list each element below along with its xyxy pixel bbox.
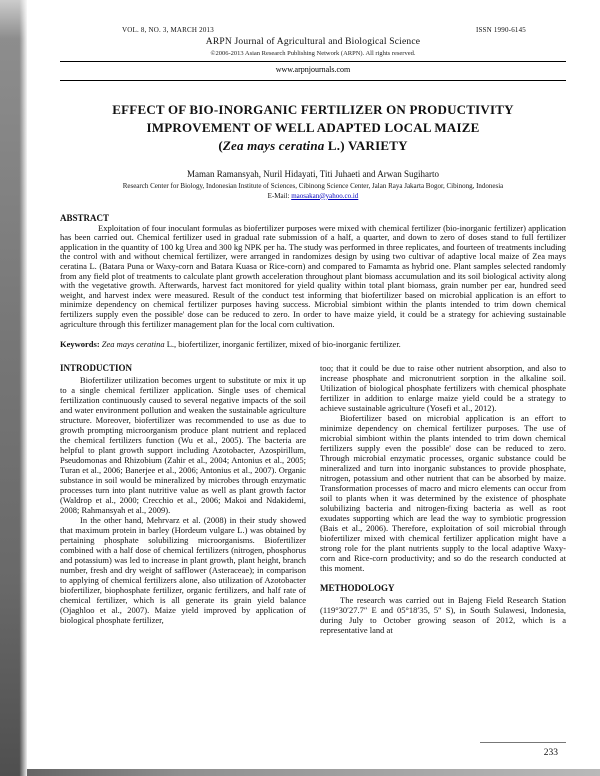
right-column-paragraph-2: Biofertilizer based on microbial application is an effort to minimize dependency on chemical fertilizer purposes. The use of microbial simbiont within the plants intended to trim down chemical fertilizers supply even the possible' dose can be reduced to zero. Through microbial enzymatic processes, organic substance could be mineralized and turn into inorganic substances to provide phosphate, nitrogen, potassium and other nutrient that can be absorbed by maize. Transformation processes of macro and micro elements can occur from soil to plants when it was determined by the existence of phosphate solubilizing bacteria and nitrogen-fixing bacteria as well as root exudates supporting which are lead the way to symbiotic progression (Bais et al., 2006). Therefore, exploitation of soil microbial through biofertilizer mixed with chemical fertilizer application might have a strong role for the plant nutrients supply to the local adaptive Waxy-corn and Rice-corn productivity; and so do the research conducted at this moment. xyxy=(320,413,566,574)
scan-edge-bottom xyxy=(0,769,600,776)
volume-info: VOL. 8, NO. 3, MARCH 2013 xyxy=(122,26,214,34)
keywords-species: Zea mays ceratina xyxy=(101,339,165,350)
footer-rule xyxy=(480,742,566,743)
title-species-name: Zea mays ceratina xyxy=(222,138,325,154)
methodology-heading: METHODOLOGY xyxy=(320,583,395,594)
paper-title xyxy=(90,101,536,156)
email-label: E-Mail: xyxy=(267,191,292,200)
journal-header-row xyxy=(60,26,566,34)
scan-edge-left xyxy=(0,0,27,776)
abstract-heading: ABSTRACT xyxy=(60,212,110,223)
introduction-heading: INTRODUCTION xyxy=(60,363,133,374)
journal-name: ARPN Journal of Agricultural and Biological Science xyxy=(205,37,421,47)
introduction-paragraph-2: In the other hand, Mehrvarz et al. (2008) in their study showed that maximum protein in barley (Hordeum vulgare L.) was obtained by pertaining phosphate solubilizing microorganisms. Biofertilizer combined with a half dose of chemical fertilizers (nitrogen, phosphorus and potassium) was led to increase in plant growth, plant height, branch number, fresh and dry weight of safflower (Asteraceae); in comparison to applying of chemical fertilizers alone, also utilization of Azotobacter biofertilizer, biophosphate fertilizer, organic fertilizers, and half rate of chemical fertilizer, which is all generate its grain yield balance (Ojaghloo et al., 2007). Maize yield improved by application of biological phosphate fertilizer, xyxy=(60,515,306,626)
title-line-1: EFFECT OF BIO-INORGANIC FERTILIZER ON PRODUCTIVITY xyxy=(112,102,514,117)
authors-line: Maman Ramansyah, Nuril Hidayati, Titi Juhaeti and Arwan Sugiharto xyxy=(187,168,439,179)
title-line-2: IMPROVEMENT OF WELL ADAPTED LOCAL MAIZE xyxy=(146,120,480,136)
right-column-paragraph-1: too; that it could be due to raise other nutrient absorption, and also to increase phosphate and micronutrient sorption in the alkaline soil. Utilization of biological phosphate fertilizers with chemical phosphate fertilizer in addition to enlarge maize yield could be a strategy to achieve sustainable agriculture (Yosefi et al., 2012). xyxy=(320,363,566,414)
header-rule-bottom xyxy=(60,80,566,81)
email-link[interactable]: maosakan@yahoo.co.id xyxy=(291,191,359,200)
keywords-line xyxy=(60,339,566,349)
paper-sheet xyxy=(27,0,600,776)
methodology-paragraph-1: The research was carried out in Bajeng Field Research Station (119°30′27.7″ E and 05°18′35, 5″ S), in South Sulawesi, Indonesia, during July to October growing season of 2012, which is a representative land at xyxy=(320,595,566,636)
right-column xyxy=(320,363,566,635)
title-line-3-end: L.) VARIETY xyxy=(324,138,408,154)
email-line xyxy=(60,192,566,200)
abstract-text: Exploitation of four inoculant formulas as biofertilizer purposes were mixed with chemical fertilizer (bio-inorganic fertilizer) application has been carried out. Chemical fertilizer used in gradual rate submission of a half, a quarter, and down to zero of doses stand to full fertilizer application in the quantity of 100 kg Urea and 300 kg NPK per ha. The study was performed in three replicates, and fourteen of treatments including the control with and without chemical fertilizer, were arranged in randomizes design by using two cultivar of adaptive local maize of Zea mays ceratina L. (Batara Puna or Waxy-corn and Batara Kuasa or Rice-corn) and compared to Famamta as hybrid one. Plant samples selected randomly from any field plot of treatments to calculate plant growth acceleration throughout plant biomass accumulation and its soil biological activity along with the vegetative growth. Afterwards, harvest fact monitored for yield quality within total plant biomass, grain number per ear, hundred seed weight, and harvest index were measured. Result of the conduct test informing that biofertilizer based on microbial application is an effort to minimize dependency on chemical fertilizer purposes having success. Microbial simbiont within the plants intended to trim down chemical fertilizers supply even the possible' dose can be reduced to zero. In order to have maize yield, it could be a strategy for achieving sustainable agriculture through this fertilizer management plan for the local corn cultivation. xyxy=(60,222,566,329)
issn-number: ISSN 1990-6145 xyxy=(475,26,526,34)
affiliation-line: Research Center for Biology, Indonesian Institute of Sciences, Cibinong Science Center, Jalan Raya Jakarta Bogor, Cibinong, Indonesia xyxy=(122,181,504,190)
two-column-body xyxy=(60,363,566,635)
introduction-paragraph-1: Biofertilizer utilization becomes urgent to substitute or mix it up to a single chemical fertilizer application. Single uses of chemical fertilization continuously caused to several negative impacts of the soil and water environment pollution and weaken the sustainable agriculture structure. Moreover, biofertilizer was recommended to use as due to growth prompting microorganism produce plant nutrient and replaced the chemical fertilizers function (Wu et al., 2005). The bacteria are helpful to plant growth support including Azotobacter, Azospirillum, Pseudomonas and Rhizobium (Zahir et al., 2004; Antonius et al., 2005; Turan et al., 2006; Banerjee et al., 2006; Antonius et al., 2007). Organic substance in soil would be mineralized by microbes through enzymatic processes turn into plant nutritive value as well as plant growth factor (Waldrop et al., 2000; Crecchio et al., 2006; Makoi and Ndakidemi, 2008; Rahmansyah et al., 2009). xyxy=(60,375,306,516)
keywords-label: Keywords: xyxy=(60,339,102,350)
copyright-line: ©2006-2013 Asian Research Publishing Network (ARPN). All rights reserved. xyxy=(210,50,416,57)
left-column xyxy=(60,363,306,635)
website-line xyxy=(60,62,566,76)
title-line-3-open: ( xyxy=(218,138,223,154)
page-number: 233 xyxy=(543,748,558,758)
journal-website-link[interactable]: www.arpnjournals.com xyxy=(275,65,351,74)
keywords-rest: L., biofertilizer, inorganic fertilizer, mixed of bio-inorganic fertilizer. xyxy=(164,339,401,350)
